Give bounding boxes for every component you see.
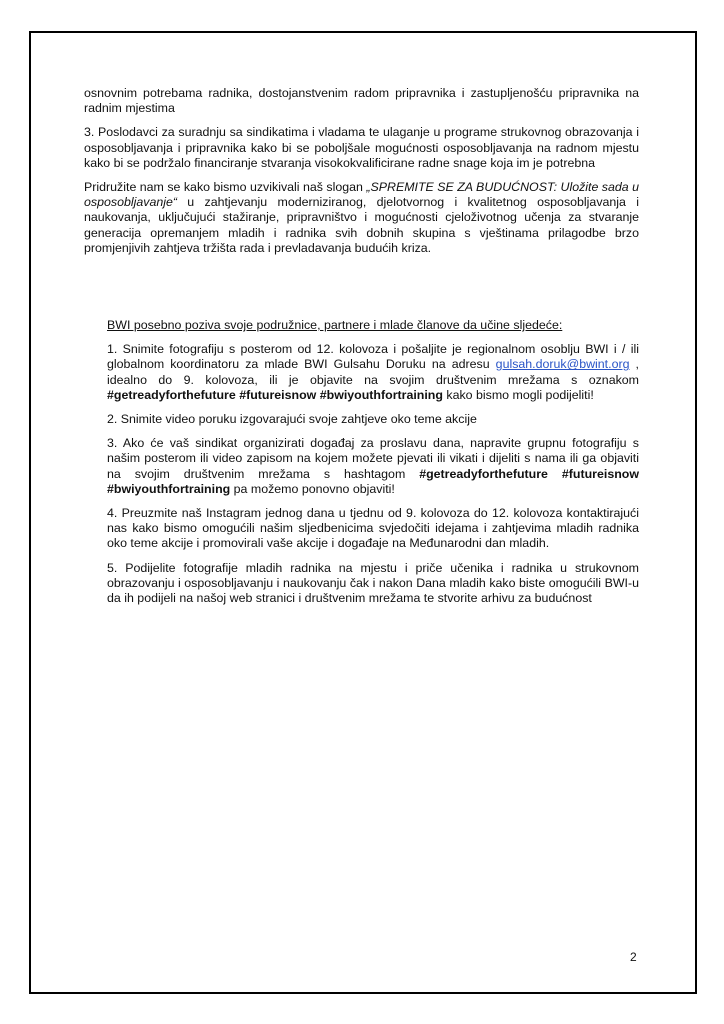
call-item-1 [107,342,639,403]
call-heading: BWI posebno poziva svoje podružnice, partnere i mlade članove da učine sljedeće: [107,318,563,332]
item1-text-b: , idealno do 9. kolovoza, ili je objavite na svojim društvenim mrežama s oznakom [107,357,639,387]
item1-hashtags: #getreadyforthefuture #futureisnow #bwiyouthfortraining [107,387,443,402]
intro-p3-end: u zahtjevanju moderniziranog, djelotvornog i kvalitetnog osposobljavanja i naukovanja, uključujući stažiranje, pripravništvo i mogućnosti cjeloživotnog učenja za stvaranje generacija opremanjem mladih i radnika svih dobnih skupina s vještinama prilagodbe brzo promjenjivih zahtjeva tržišta rada i prevladavanja budućih kriza. [84,195,639,255]
item1-text-c: kako bismo mogli podijeliti! [442,387,594,402]
item3-text-a: 3. Ako će vaš sindikat organizirati događaj za proslavu dana, napravite grupnu fotografiju s našim posterom ili video zapisom na kojem možete pjevati ili vikati i dijeliti s nama ili ga objaviti na svojim društvenim mrežama s hashtagom [107,436,639,481]
item3-hashtags: #getreadyforthefuture #futureisnow #bwiyouthfortraining [107,466,639,496]
call-item-4: 4. Preuzmite naš Instagram jednog dana u tjednu od 9. kolovoza do 12. kolovoza kontaktirajući nas kako bismo omogućili našim sljedbenicima svjedočiti idejama i zahtjevima mladih radnika oko teme akcije i promovirali vaše akcije i događaje na Međunarodni dan mladih. [107,506,639,551]
call-item-3 [107,436,639,497]
item1-text-a: 1. Snimite fotografiju s posterom od 12. kolovoza i pošaljite je regionalnom osoblju BWI i / ili globalnom koordinatoru za mlade BWI Gulsahu Doruku na adresu [107,342,639,372]
intro-paragraph-2: 3. Poslodavci za suradnju sa sindikatima i vladama te ulaganje u programe strukovnog obrazovanja i osposobljavanja i pripravnika kako bi se poboljšale mogućnosti osposobljavanja na radnom mjestu kako bi se podržalo financiranje stvaranja visokokvalificirane radne snage koja im je potrebna [84,125,639,170]
intro-paragraph-3 [84,180,639,256]
call-item-2: 2. Snimite video poruku izgovarajući svoje zahtjeve oko teme akcije [107,412,477,427]
item3-text-b: pa možemo ponovno objaviti! [230,481,395,496]
slogan: „SPREMITE SE ZA BUDUĆNOST: Uložite sada u osposobljavanje“ [84,180,640,210]
call-to-action-section [107,318,639,615]
intro-section [84,86,639,265]
email-link[interactable]: gulsah.doruk@bwint.org [495,357,630,372]
intro-p3-start: Pridružite nam se kako bismo uzvikivali naš slogan [84,180,367,195]
call-item-5: 5. Podijelite fotografije mladih radnika na mjestu i priče učenika i radnika u strukovnom obrazovanju i osposobljavanju i naukovanju čak i nakon Dana mladih kako biste omogućili BWI-u da ih podijeli na našoj web stranici i društvenim mrežama te stvorite arhivu za budućnost [107,560,639,606]
intro-paragraph-1: osnovnim potrebama radnika, dostojanstvenim radom pripravnika i zastupljenošću pripravnika na radnim mjestima [84,86,639,116]
page-number: 2 [630,950,637,964]
